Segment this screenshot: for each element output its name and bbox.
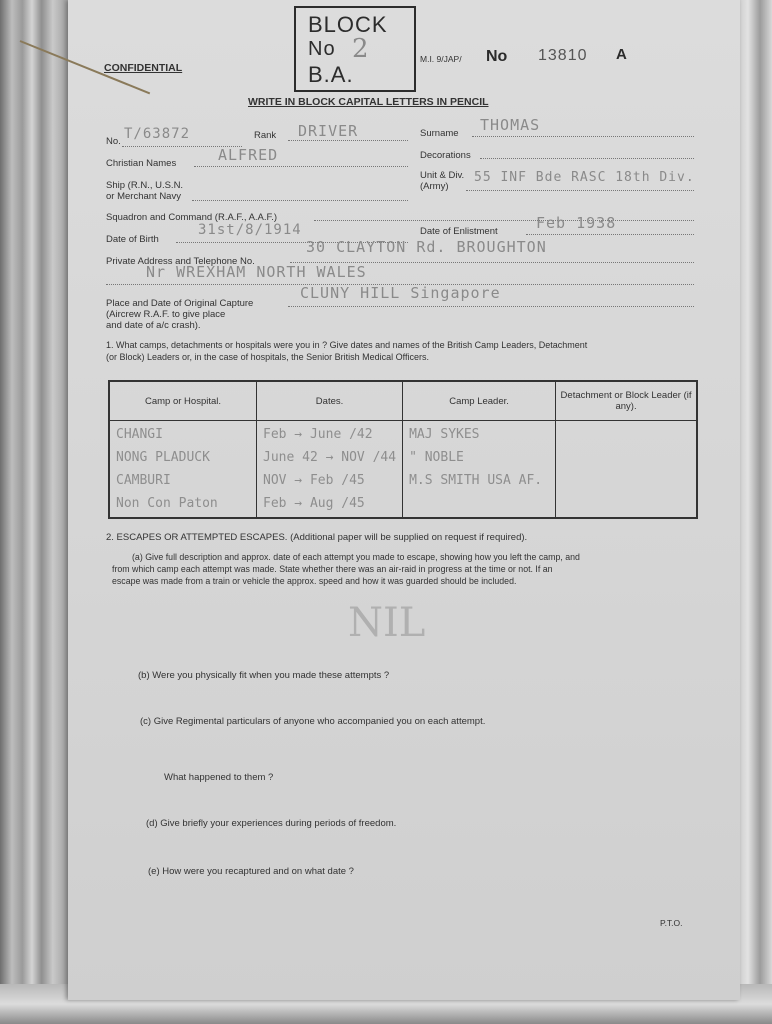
leader-entry: " NOBLE bbox=[409, 450, 464, 465]
q2-c: (c) Give Regimental particulars of anyone who accompanied you on each attempt. bbox=[140, 716, 486, 727]
dates-entry: June 42 → NOV /44 bbox=[263, 450, 397, 465]
address-value-1: 30 CLAYTON Rd. BROUGHTON bbox=[306, 238, 547, 256]
surname-label: Surname bbox=[420, 128, 459, 139]
unit-value: 55 INF Bde RASC 18th Div. bbox=[474, 170, 695, 185]
q1-text-1: 1. What camps, detachments or hospitals were you in ? Give dates and names of the British Camp Leaders, Detachment bbox=[106, 340, 588, 350]
dob-label: Date of Birth bbox=[106, 234, 159, 245]
col-detachment: Detachment or Block Leader (if any). bbox=[556, 381, 697, 421]
pto-label: P.T.O. bbox=[660, 918, 683, 928]
q2-e: (e) How were you recaptured and on what date ? bbox=[148, 866, 354, 877]
stamp-ba: B.A. bbox=[308, 62, 354, 87]
block-stamp bbox=[294, 6, 416, 92]
form-suffix: A bbox=[616, 46, 627, 63]
col-leader: Camp Leader. bbox=[403, 381, 556, 421]
capture-label-2: (Aircrew R.A.F. to give place bbox=[106, 309, 226, 320]
camp-entry: CAMBURI bbox=[116, 473, 171, 488]
leader-entry: MAJ SYKES bbox=[409, 427, 480, 442]
enlist-label: Date of Enlistment bbox=[420, 226, 498, 237]
rank-label: Rank bbox=[254, 130, 277, 141]
rank-value: DRIVER bbox=[298, 122, 359, 140]
dates-entry: Feb → June /42 bbox=[263, 427, 373, 442]
stamp-no: No bbox=[308, 38, 336, 60]
unit-label-2: (Army) bbox=[420, 181, 449, 192]
q2-d: (d) Give briefly your experiences during periods of freedom. bbox=[146, 818, 397, 829]
capture-label-1: Place and Date of Original Capture bbox=[106, 298, 254, 309]
stamp-number: 2 bbox=[352, 34, 370, 64]
dates-entry: NOV → Feb /45 bbox=[263, 473, 365, 488]
dates-cell bbox=[257, 421, 403, 519]
no-field-value: T/63872 bbox=[124, 126, 191, 142]
camp-entry: NONG PLADUCK bbox=[116, 450, 210, 465]
q2-a-1: (a) Give full description and approx. date of each attempt you made to escape, showing how you left the camp, and bbox=[132, 552, 580, 562]
detachment-cell bbox=[556, 421, 697, 519]
stamp-block: BLOCK bbox=[308, 12, 388, 37]
capture-label-3: and date of a/c crash). bbox=[106, 320, 201, 331]
squadron-label: Squadron and Command (R.A.F., A.A.F.) bbox=[106, 212, 278, 223]
dates-entry: Feb → Aug /45 bbox=[263, 496, 365, 511]
q2-a-3: escape was made from a train or vehicle the approx. speed and how it was guarded should be included. bbox=[112, 576, 517, 586]
enlist-value: Feb 1938 bbox=[536, 214, 617, 232]
capture-value: CLUNY HILL Singapore bbox=[300, 284, 501, 302]
ref-code: M.I. 9/JAP/ bbox=[420, 54, 462, 64]
christian-value: ALFRED bbox=[218, 146, 279, 164]
christian-label: Christian Names bbox=[106, 158, 177, 169]
form-sheet bbox=[68, 0, 740, 1000]
address-label: Private Address and Telephone No. bbox=[106, 256, 255, 267]
dob-value: 31st/8/1914 bbox=[198, 222, 302, 238]
instruction-heading: WRITE IN BLOCK CAPITAL LETTERS IN PENCIL bbox=[248, 96, 489, 108]
q2-b: (b) Were you physically fit when you made these attempts ? bbox=[138, 670, 390, 681]
no-label: No bbox=[486, 48, 508, 65]
nil-answer: NIL bbox=[348, 600, 426, 646]
surname-value: THOMAS bbox=[480, 116, 541, 134]
camp-entry: Non Con Paton bbox=[116, 496, 218, 511]
address-value-2: Nr WREXHAM NORTH WALES bbox=[146, 263, 367, 281]
camp-cell bbox=[109, 421, 257, 519]
q2-heading: 2. ESCAPES OR ATTEMPTED ESCAPES. (Additional paper will be supplied on request if required). bbox=[106, 532, 528, 543]
confidential-label: CONFIDENTIAL bbox=[104, 62, 183, 74]
unit-label-1: Unit & Div. bbox=[420, 170, 465, 181]
col-camp: Camp or Hospital. bbox=[109, 381, 257, 421]
q2-a-2: from which camp each attempt was made. State whether there was an air-raid in progress at the time or not. If an bbox=[112, 564, 553, 574]
camp-entry: CHANGI bbox=[116, 427, 163, 442]
col-dates: Dates. bbox=[257, 381, 403, 421]
q2-c2: What happened to them ? bbox=[164, 772, 274, 783]
leader-cell bbox=[403, 421, 556, 519]
ship-label-2: or Merchant Navy bbox=[106, 191, 181, 202]
decorations-label: Decorations bbox=[420, 150, 471, 161]
leader-entry: M.S SMITH USA AF. bbox=[409, 473, 543, 488]
q1-text-2: (or Block) Leaders or, in the case of hospitals, the Senior British Medical Officers. bbox=[106, 352, 429, 362]
form-number: 13810 bbox=[538, 47, 588, 64]
ship-label-1: Ship (R.N., U.S.N. bbox=[106, 180, 184, 191]
camps-table bbox=[108, 380, 698, 519]
no-field-label: No. bbox=[106, 136, 121, 147]
